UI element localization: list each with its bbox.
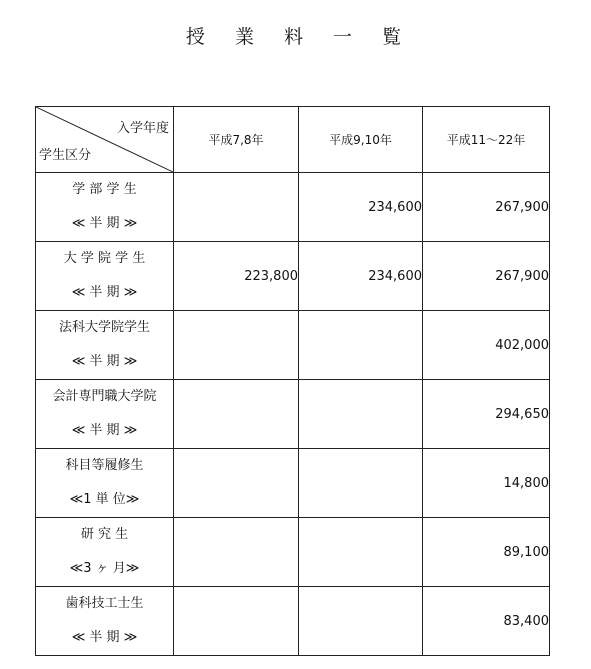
category-name: 大 学 院 学 生 [63, 251, 146, 266]
category-cell [36, 518, 174, 587]
table-row [36, 587, 550, 656]
fee-cell: 234,600 [299, 242, 423, 311]
fee-cell [299, 311, 423, 380]
category-name: 会計専門職大学院 [52, 389, 157, 404]
billing-period: ≪ 半 期 ≫ [71, 630, 138, 645]
category-cell [36, 380, 174, 449]
category-cell [36, 449, 174, 518]
fee-cell [174, 449, 299, 518]
fee-cell [174, 311, 299, 380]
fee-cell: 89,100 [423, 518, 550, 587]
fee-cell [174, 587, 299, 656]
billing-period: ≪ 半 期 ≫ [71, 354, 138, 369]
table-row [36, 518, 550, 587]
table-row [36, 449, 550, 518]
fee-cell: 294,650 [423, 380, 550, 449]
fee-cell [299, 449, 423, 518]
billing-period: ≪ 半 期 ≫ [71, 216, 138, 231]
fee-cell [174, 173, 299, 242]
fee-cell [299, 380, 423, 449]
category-name: 研 究 生 [80, 527, 129, 542]
category-cell [36, 242, 174, 311]
year-header: 平成11～22年 [423, 107, 550, 173]
header-row [36, 107, 550, 173]
table-row [36, 173, 550, 242]
tuition-table [35, 106, 550, 656]
fee-cell: 223,800 [174, 242, 299, 311]
category-name: 学 部 学 生 [72, 182, 137, 197]
fee-cell: 14,800 [423, 449, 550, 518]
fee-cell: 83,400 [423, 587, 550, 656]
fee-cell [299, 587, 423, 656]
fee-cell: 267,900 [423, 242, 550, 311]
billing-period: ≪ 半 期 ≫ [71, 285, 138, 300]
enrollment-year-label: 入学年度 [116, 121, 169, 136]
page-title: 授 業 料 一 覧 [185, 26, 414, 48]
category-name: 科目等履修生 [65, 458, 144, 473]
fee-cell: 234,600 [299, 173, 423, 242]
fee-cell [299, 518, 423, 587]
category-cell [36, 173, 174, 242]
table-row [36, 380, 550, 449]
category-cell [36, 587, 174, 656]
billing-period: ≪ 半 期 ≫ [71, 423, 138, 438]
category-name: 法科大学院学生 [58, 320, 150, 335]
table-row [36, 311, 550, 380]
fee-cell [174, 380, 299, 449]
table-row [36, 242, 550, 311]
fee-cell: 267,900 [423, 173, 550, 242]
fee-cell: 402,000 [423, 311, 550, 380]
year-header: 平成9,10年 [299, 107, 423, 173]
billing-period: ≪1 単 位≫ [69, 492, 140, 507]
student-category-label: 学生区分 [39, 148, 92, 163]
category-name: 歯科技工士生 [65, 596, 144, 611]
fee-cell [174, 518, 299, 587]
year-header: 平成7,8年 [174, 107, 299, 173]
category-cell [36, 311, 174, 380]
corner-header-cell [36, 107, 174, 173]
billing-period: ≪3 ヶ 月≫ [69, 561, 140, 576]
